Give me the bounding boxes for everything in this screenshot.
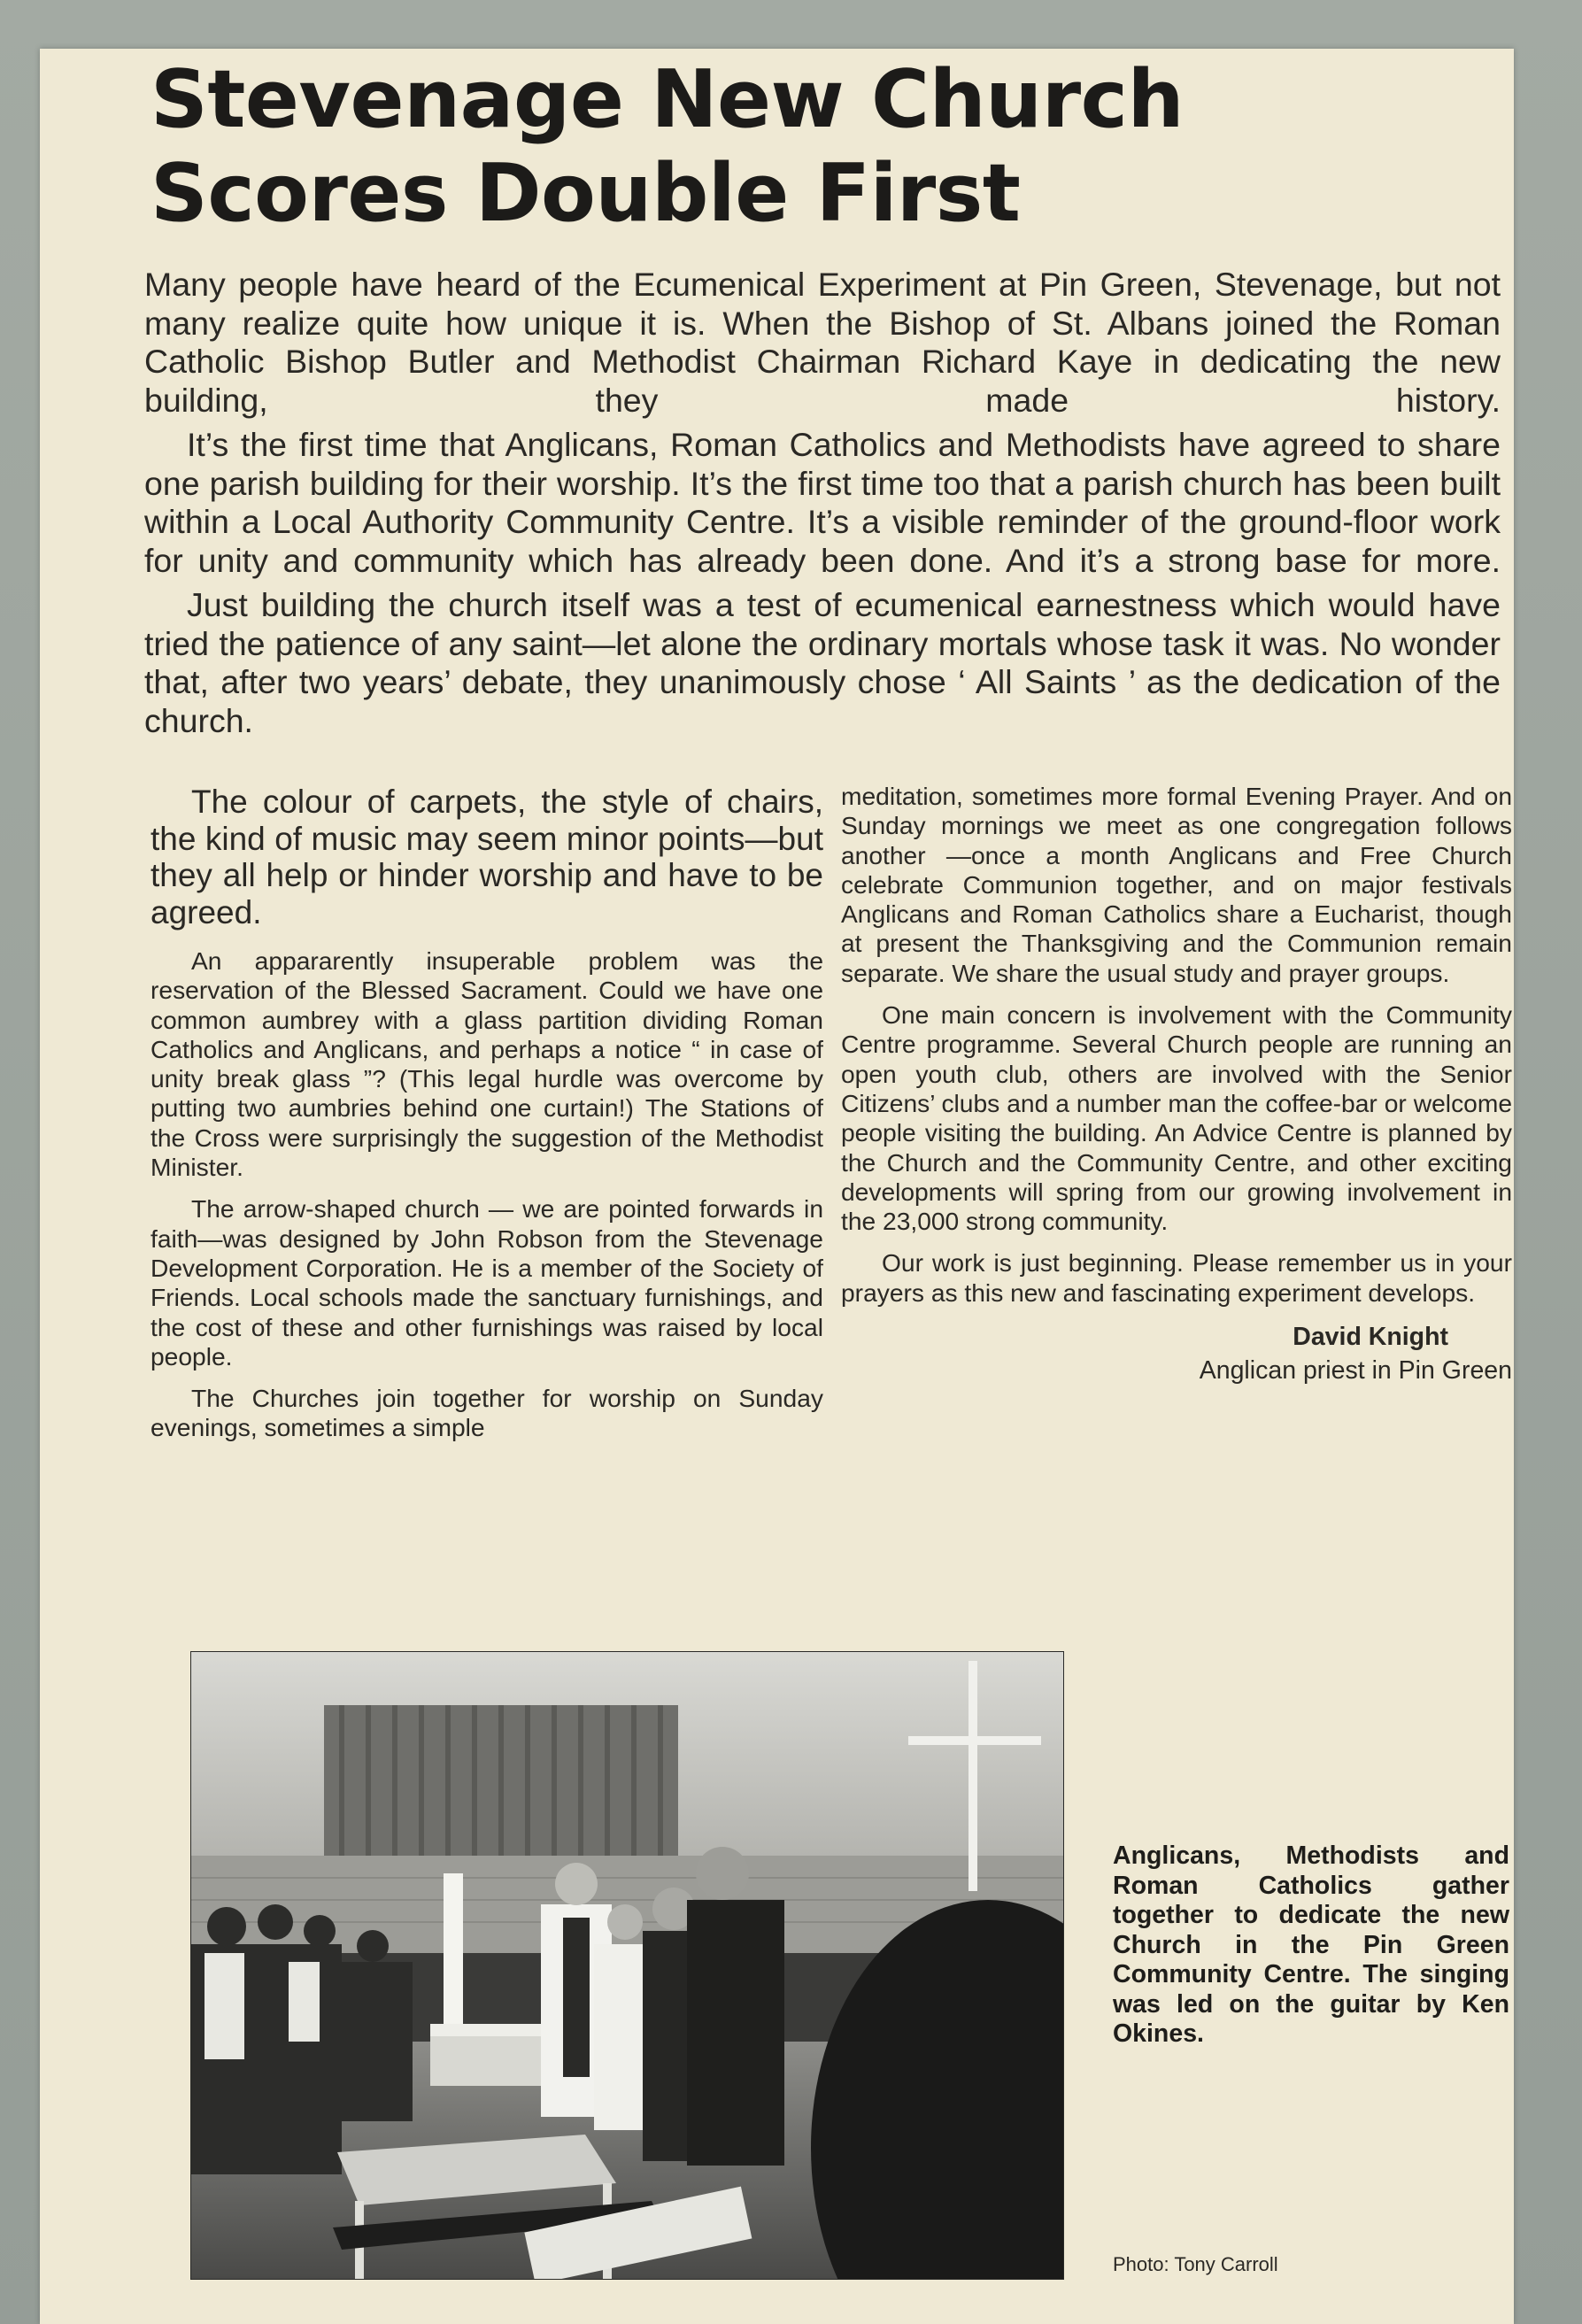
headline-line-2: Scores Double First: [150, 147, 1021, 240]
dedication-photo-illustration: [191, 1652, 1063, 2279]
left-paragraph-1: An appararently insuperable problem was the reservation of the Blessed Sacrament. Could we have one common aumbrey with a glass partition dividing Roman Catholics and Anglicans, and perhaps a notice “ in case of unity break glass ”? (This legal hurdle was overcome by putting two aumbries behind one curtain!) The Stations of the Cross were surprisingly the suggestion of the Methodist Minister.: [150, 946, 823, 1182]
right-paragraph-3: Our work is just beginning. Please remember us in your prayers as this new and fascinating experiment develops.: [841, 1248, 1512, 1307]
intro-paragraph-1: Many people have heard of the Ecumenical Experiment at Pin Green, Stevenage, but not many realize quite how unique it is. When the Bishop of St. Albans joined the Roman Catholic Bishop Butler and Methodist Chairman Richard Kaye in dedicating the new building, they made history.: [144, 266, 1501, 419]
intro-paragraph-3: Just building the church itself was a test of ecumenical earnestness which would have tried the patience of any saint—let alone the ordinary mortals whose task it was. No wonder that, after two years’ debate, they unanimously chose ‘ All Saints ’ as the dedication of the church.: [144, 586, 1501, 739]
right-column: [841, 782, 1512, 1387]
dedication-photo: [190, 1651, 1064, 2280]
author-signature: [841, 1320, 1512, 1387]
author-role: Anglican priest in Pin Green: [1199, 1356, 1512, 1386]
photo-caption: Anglicans, Methodists and Roman Catholics gather together to dedicate the new Church in the Pin Green Community Centre. The singing was led on the guitar by Ken Okines.: [1113, 1841, 1509, 2048]
left-lead-paragraph: The colour of carpets, the style of chairs, the kind of music may seem minor points—but they all help or hinder worship and have to be agreed.: [150, 784, 823, 930]
newspaper-clipping: [40, 49, 1514, 2324]
headline-line-1: Stevenage New Church: [150, 53, 1185, 146]
intro-section: [144, 266, 1501, 746]
headline: [150, 53, 1434, 241]
right-paragraph-2: One main concern is involvement with the Community Centre programme. Several Church people are running an open youth club, others are involved with the Senior Citizens’ clubs and a number man the coffee-bar or welcome people visiting the building. An Advice Centre is planned by the Church and the Community Centre, and other exciting developments will spring from our growing involvement in the 23,000 strong community.: [841, 1000, 1512, 1236]
left-paragraph-2: The arrow-shaped church — we are pointed forwards in faith—was designed by John Robson from the Stevenage Development Corporation. He is a member of the Society of Friends. Local schools made the sanctuary furnishings, and the cost of these and other furnishings was raised by local people.: [150, 1194, 823, 1370]
left-paragraph-3: The Churches join together for worship on Sunday evenings, sometimes a simple: [150, 1384, 823, 1442]
right-paragraph-1: meditation, sometimes more formal Evening Prayer. And on Sunday mornings we meet as one congregation follows another —once a month Anglicans and Free Church celebrate Communion together, and on major festivals Anglicans and Roman Catholics share a Eucharist, though at present the Thanksgiving and the Communion remain separate. We share the usual study and prayer groups.: [841, 782, 1512, 987]
photo-credit: Photo: Tony Carroll: [1113, 2253, 1278, 2275]
author-name: David Knight: [1293, 1323, 1448, 1352]
intro-paragraph-2: It’s the first time that Anglicans, Roman Catholics and Methodists have agreed to share one parish building for their worship. It’s the first time too that a parish church has been built within a Local Authority Community Centre. It’s a visible reminder of the ground-floor work for unity and community which has already been done. And it’s a strong base for more.: [144, 426, 1501, 579]
left-column: [150, 784, 823, 1455]
